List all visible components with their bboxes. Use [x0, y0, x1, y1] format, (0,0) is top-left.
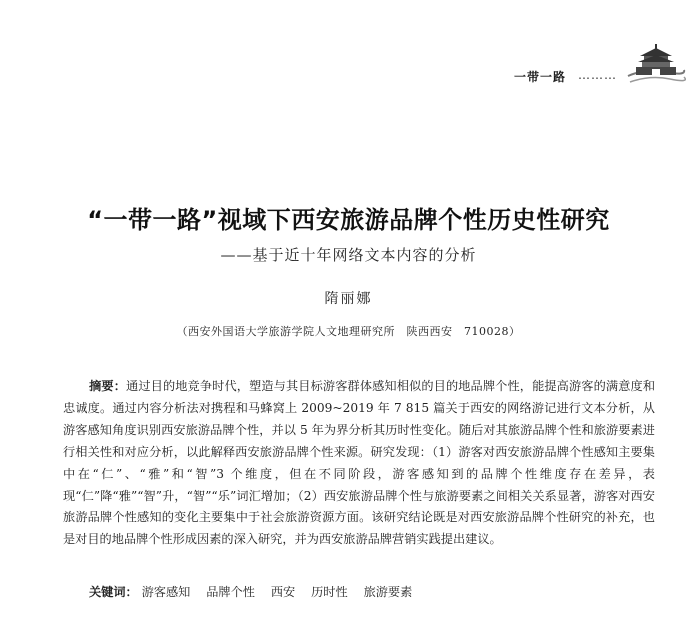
abstract-label: 摘要： — [89, 379, 127, 393]
abstract-paragraph — [63, 376, 655, 551]
author-affiliation: （西安外国语大学旅游学院人文地理研究所 陕西西安 710028） — [176, 325, 521, 338]
keyword-item: 游客感知 — [141, 585, 191, 599]
keywords-line — [89, 583, 424, 600]
keyword-item: 旅游要素 — [363, 585, 413, 599]
city-gate-emblem-icon — [626, 42, 686, 86]
keyword-item: 西安 — [270, 585, 296, 599]
article-subtitle: ——基于近十年网络文本内容的分析 — [220, 246, 477, 264]
running-header-label: 一带一路 — [514, 70, 567, 84]
article-title: “一带一路”视域下西安旅游品牌个性历史性研究 — [87, 206, 610, 234]
running-header-dots: ……… — [578, 68, 617, 82]
keyword-item: 历时性 — [311, 585, 348, 599]
author-name: 隋丽娜 — [324, 291, 373, 307]
abstract-text: 通过目的地竞争时代，塑造与其目标游客群体感知相似的目的地品牌个性，能提高游客的满意度和忠诚度。通过内容分析法对携程和马蜂窝上 2009~2019 年 7 815 篇关于西安的网络游记进行文本分析，从游客感知角度识别西安旅游品牌个性，并以 5 年为界分析其历时性变化。随后对其旅游品牌个性和旅游要素进行相关性和对应分析，以此解释西安旅游品牌个性来源。研究发现：（1）游客对西安旅游品牌个性感知主要集中在“仁”、“雅”和“智”3 个维度，但在不同阶段，游客感知到的品牌个性维度存在差异，表现“仁”降“雅”“智”升，“智”“乐”词汇增加；（2）西安旅游品牌个性与旅游要素之间相关关系显著，游客对西安旅游品牌个性感知的变化主要集中于社会旅游资源方面。该研究结论既是对西安旅游品牌个性研究的补充，也是对目的地品牌个性形成因素的深入研究，并为西安旅游品牌营销实践提出建议。 — [63, 379, 656, 547]
keywords-label: 关键词： — [89, 585, 138, 599]
running-header — [0, 0, 697, 110]
keyword-item: 品牌个性 — [206, 585, 255, 599]
